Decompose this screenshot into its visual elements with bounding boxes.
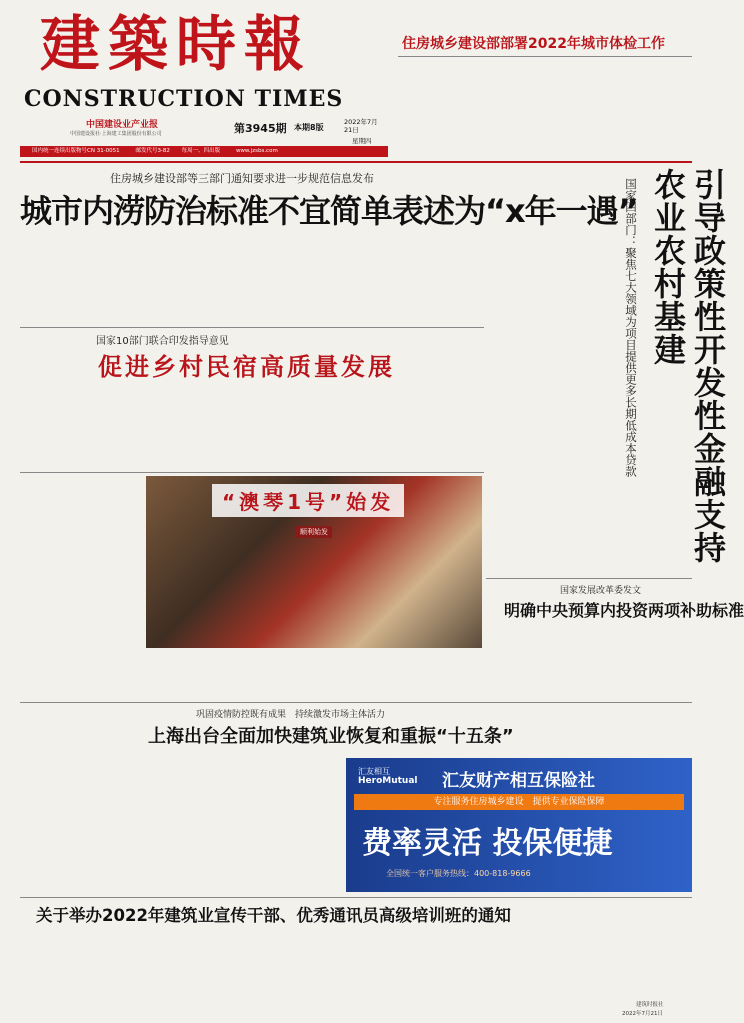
website-link[interactable]: www.jzsbs.com (235, 148, 278, 154)
issue-date: 2022年7月21日 (344, 118, 378, 134)
notice-headline: 关于举办2022年建筑业宣传干部、优秀通讯员高级培训班的通知 (36, 906, 511, 925)
ad-company: 汇友财产相互保险社 (442, 771, 595, 791)
lead-kicker: 住房城乡建设部等三部门通知要求进一步规范信息发布 (110, 172, 374, 185)
budget-kicker: 国家发展改革委发文 (560, 586, 642, 596)
shanghai-kicker: 巩固疫情防控既有成果 持续激发市场主体活力 (196, 710, 386, 720)
side-subhead: 国家四部门：聚焦七大领域为项目提供更多长期低成本贷款 (624, 178, 638, 477)
shanghai-sidebar-text (20, 706, 142, 892)
insurance-ad[interactable] (346, 758, 692, 892)
shanghai-headline: 上海出台全面加快建筑业恢复和重振“十五条” (148, 726, 514, 747)
top-article-body (402, 62, 692, 158)
photo-article-body (20, 650, 482, 698)
masthead-title: 建築時報 (40, 10, 312, 80)
notice-date: 2022年7月21日 (622, 1011, 663, 1017)
tunnel-photo (146, 476, 482, 648)
notice-signature: 建筑时报社 (636, 1002, 664, 1008)
ad-slogan: 费率灵活 投保便捷 (362, 826, 613, 861)
ad-hotline[interactable]: 全国统一客户服务热线：400-818-9666 (386, 869, 531, 878)
page-count: 本期8版 (294, 123, 324, 132)
photo-caption (20, 476, 142, 646)
side-headline: 引导政策性开发性金融支持农业农村基建 (649, 168, 727, 564)
homestay-body (20, 381, 482, 467)
photo-banner: “澳琴1号”始发 (212, 484, 404, 517)
masthead-sponsor: 中国建设业产业报 (86, 120, 159, 130)
lead-headline: 城市内涝防治标准不宜简单表述为“x年一遇” (20, 192, 638, 230)
masthead-info-bar (20, 146, 388, 157)
photo-sign: 顺利始发 (296, 526, 332, 538)
post-code: 邮发代号3-82 (135, 148, 170, 154)
lead-body (20, 233, 482, 323)
homestay-kicker: 国家10部门联合印发指导意见 (96, 336, 229, 347)
masthead-sponsor-sub: 中国建设报社·上海建工集团股份有限公司 (70, 131, 162, 137)
budget-headline: 明确中央预算内投资两项补助标准 (504, 601, 744, 620)
distribution: 每周一、四出版 (181, 148, 221, 154)
ad-logo-cn: 汇友相互 (358, 767, 390, 776)
issue-number: 第3945期 (234, 122, 287, 135)
cn-number: 国内统一连续出版物号CN 31-0051 (32, 148, 120, 154)
ad-tagline: 专注服务住房城乡建设 提供专业保险保障 (354, 794, 684, 810)
notice-body (20, 934, 692, 1006)
budget-body (490, 622, 692, 722)
right-column-text (486, 168, 618, 568)
top-article-headline: 住房城乡建设部部署2022年城市体检工作 (402, 36, 665, 52)
homestay-headline: 促进乡村民宿高质量发展 (98, 353, 395, 381)
issue-weekday: 星期四 (352, 137, 372, 145)
masthead-english: CONSTRUCTION TIMES (24, 86, 344, 112)
ad-logo-en: HeroMutual (358, 776, 418, 786)
